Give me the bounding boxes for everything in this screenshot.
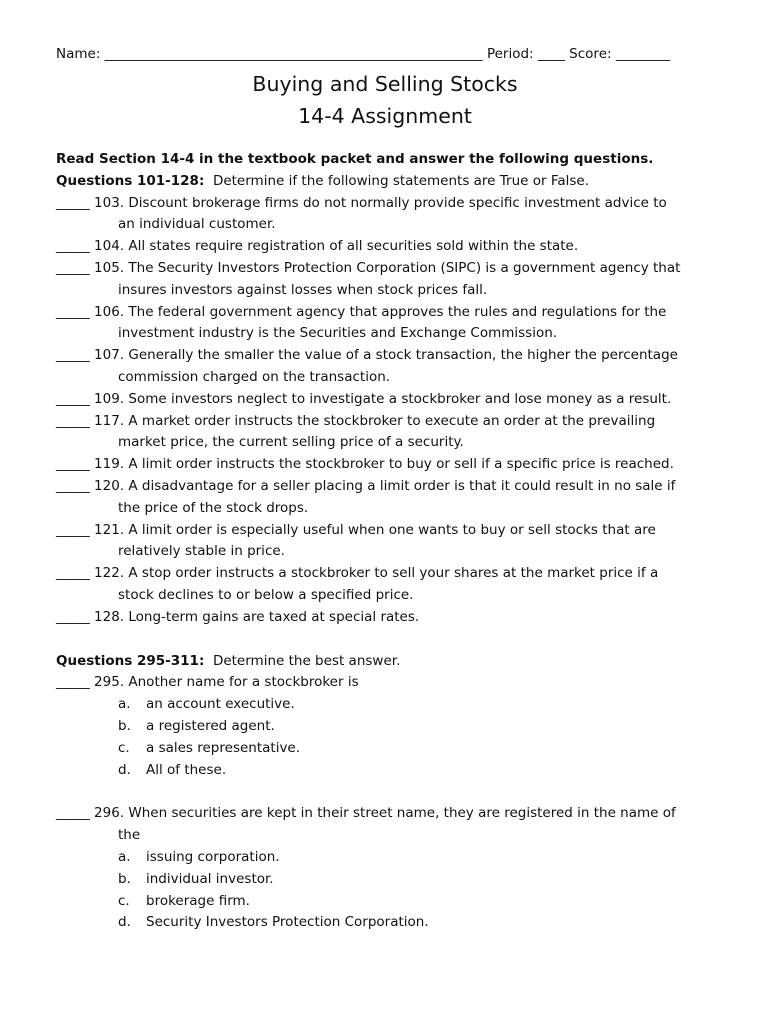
option-letter: a. [118,848,131,865]
question-105 [56,258,726,302]
question-text: _____ 104. All states require registration of all securities sold within the state. [56,238,579,255]
question-120 [56,476,726,520]
option-text: issuing corporation. [146,848,280,865]
option-296-d [56,912,726,934]
question-continuation: stock declines to or below a specified price. [118,586,414,603]
option-295-b [56,716,726,738]
option-295-a [56,694,726,716]
question-text: _____ 128. Long-term gains are taxed at special rates. [56,608,420,625]
section-1-header [56,171,726,193]
question-spacer [56,781,726,803]
question-128 [56,607,726,629]
question-continuation: the [118,827,141,844]
option-letter: c. [118,892,130,909]
option-296-c [56,891,726,913]
question-text: _____ 117. A market order instructs the stockbroker to execute an order at the prevailing [56,412,656,429]
reading-instructions: Read Section 14-4 in the textbook packet and answer the following questions. [56,151,654,167]
option-295-c [56,738,726,760]
option-text: All of these. [146,761,227,778]
section-spacer [56,629,726,651]
question-295 [56,672,726,694]
question-continuation: an individual customer. [118,216,276,233]
section-1-direction: Determine if the following statements are True or False. [212,172,590,189]
question-103 [56,193,726,237]
question-122 [56,563,726,607]
question-text: _____ 109. Some investors neglect to investigate a stockbroker and lose money as a result. [56,390,672,407]
question-text: _____ 121. A limit order is especially useful when one wants to buy or sell stocks that are [56,521,656,538]
name-period-score-line: Name: ________________________________________________________ Period: ____ Score: ________ [56,46,670,62]
section-2-header [56,651,726,673]
section-2-direction: Determine the best answer. [212,652,401,669]
option-text: Security Investors Protection Corporation. [146,914,429,931]
question-text: _____ 106. The federal government agency that approves the rules and regulations for the [56,303,667,320]
question-text: _____ 119. A limit order instructs the stockbroker to buy or sell if a specific price is reached. [56,456,674,473]
option-text: an account executive. [146,696,295,713]
question-text: _____ 107. Generally the smaller the value of a stock transaction, the higher the percentage [56,347,678,364]
option-letter: c. [118,739,130,756]
question-continuation: insures investors against losses when stock prices fall. [118,281,488,298]
section-2-heading: Questions 295-311: [56,652,205,669]
question-text: _____ 103. Discount brokerage firms do not normally provide specific investment advice to [56,194,667,211]
question-continuation: relatively stable in price. [118,543,285,560]
question-continuation: market price, the current selling price of a security. [118,434,464,451]
worksheet-content [56,149,726,934]
option-letter: a. [118,696,131,713]
section-1-heading: Questions 101-128: [56,172,205,189]
option-295-d [56,760,726,782]
question-continuation: commission charged on the transaction. [118,368,391,385]
question-text: _____ 105. The Security Investors Protection Corporation (SIPC) is a government agency that [56,259,681,276]
option-296-a [56,847,726,869]
option-text: brokerage firm. [146,892,250,909]
assignment-subtitle: 14-4 Assignment [298,104,472,128]
option-letter: d. [118,914,131,931]
option-text: a registered agent. [146,717,275,734]
option-text: individual investor. [146,870,274,887]
question-106 [56,302,726,346]
option-letter: b. [118,717,131,734]
question-stem: _____ 296. When securities are kept in their street name, they are registered in the name of [56,805,676,822]
question-119 [56,454,726,476]
question-continuation: investment industry is the Securities and Exchange Commission. [118,325,558,342]
question-117 [56,411,726,455]
option-296-b [56,869,726,891]
question-121 [56,520,726,564]
option-text: a sales representative. [146,739,301,756]
worksheet-title: Buying and Selling Stocks [252,72,518,96]
question-296 [56,803,726,847]
question-104 [56,236,726,258]
question-continuation: the price of the stock drops. [118,499,309,516]
question-text: _____ 122. A stop order instructs a stockbroker to sell your shares at the market price if a [56,565,659,582]
option-letter: d. [118,761,131,778]
option-letter: b. [118,870,131,887]
question-107 [56,345,726,389]
question-stem: _____ 295. Another name for a stockbroker is [56,674,359,691]
question-109 [56,389,726,411]
question-text: _____ 120. A disadvantage for a seller placing a limit order is that it could result in no sale if [56,477,676,494]
